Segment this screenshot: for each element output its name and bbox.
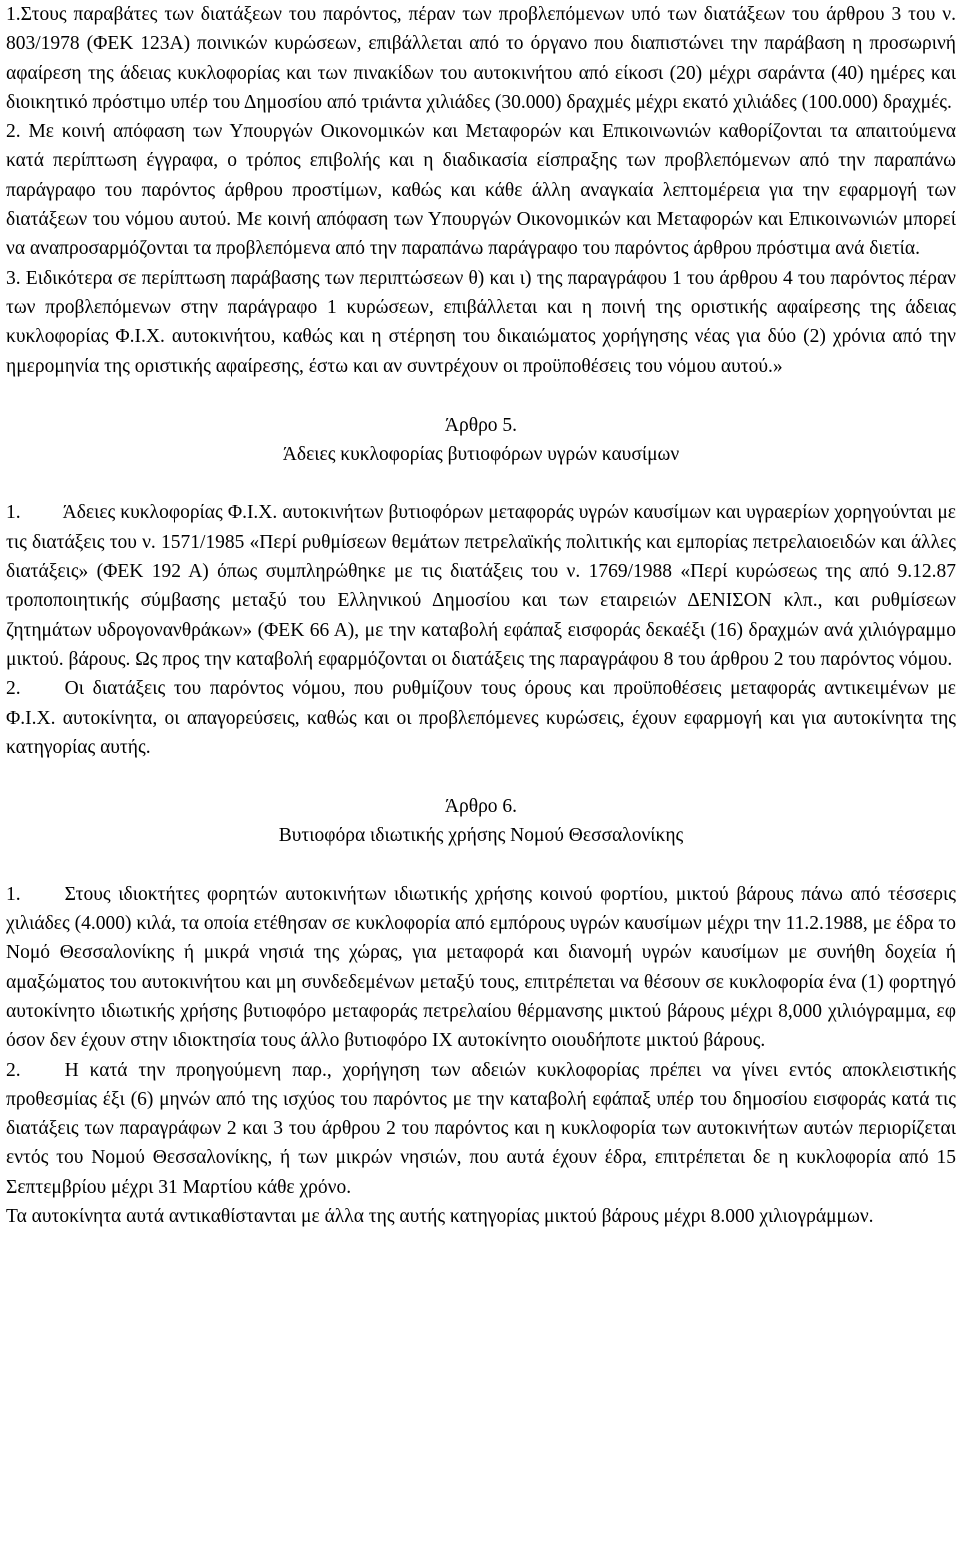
article4-paragraph-3: 3. Ειδικότερα σε περίπτωση παράβασης των περιπτώσεων θ) και ι) της παραγράφου 1 του άρθρου 4 του παρόντος πέραν των προβλεπόμενων στην παράγραφο 1 κυρώσεων, επιβάλλεται και η ποινή της οριστικής αφαίρεσης της άδειας κυκλοφορίας Φ.Ι.Χ. αυτοκινήτου, καθώς και η στέρηση του δικαιώματος χορήγησης νέας για δύο (2) χρόνια από την ημερομηνία της οριστικής αφαίρεσης, έστω και αν συντρέχουν οι προϋποθέσεις του νόμου αυτού.» — [6, 267, 956, 377]
article6-title: Άρθρο 6. — [444, 796, 518, 818]
article6-subtitle: Βυτιοφόρα ιδιωτικής χρήσης Νομού Θεσσαλονίκης — [278, 825, 684, 847]
paragraph-number: 2. — [6, 1059, 21, 1081]
article5-paragraph-1 — [6, 498, 956, 674]
article6-paragraph-1 — [6, 880, 956, 1056]
article5-paragraph-2 — [6, 674, 956, 762]
paragraph-number: 2. — [6, 678, 21, 700]
spacer — [6, 469, 956, 498]
paragraph-number: 1. — [6, 502, 21, 524]
paragraph-text: Άδειες κυκλοφορίας Φ.Ι.Χ. αυτοκινήτων βυτιοφόρων μεταφοράς υγρών καυσίμων και υγραερίων χορηγούνται με τις διατάξεις του ν. 1571/1985 «Περί ρυθμίσεων θεμάτων πετρελαϊκής πολιτικής και εμπορίας πετρελαιοειδών και άλλες διατάξεις» (ΦΕΚ 192 Α) όπως συμπληρώθηκε με τις διατάξεις του ν. 1769/1988 «Περί κυρώσεως της από 9.12.87 τροποποιητικής σύμβασης μεταξύ του Ελληνικού Δημοσίου και των εταιρειών ΔΕΝΙΣΟΝ κλπ., και ρυθμίσεων ζητημάτων υδρογονανθράκων» (ΦΕΚ 66 Α), με την καταβολή εφάπαξ εισφοράς δεκαέξι (16) δραχμών ανά χιλιόγραμμο μικτού. βάρους. Ως προς την καταβολή εφαρμόζονται οι διατάξεις της παραγράφου 8 του άρθρου 2 του παρόντος νόμου. — [6, 502, 956, 670]
paragraph-text: Η κατά την προηγούμενη παρ., χορήγηση των αδειών κυκλοφορίας πρέπει να γίνει εντός αποκλειστικής προθεσμίας έξι (6) μηνών από της ισχύος του παρόντος με την καταβολή εφάπαξ υπέρ του δημοσίου εισφοράς κατά τις διατάξεις των παραγράφων 2 και 3 του άρθρου 2 του παρόντος και η κυκλοφορία των αυτοκινήτων αυτών περιορίζεται εντός του Νομού Θεσσαλονίκης, ή των μικρών νησιών, που αυτά έχουν έδρα, επιτρέπεται δε η κυκλοφορία από 15 Σεπτεμβρίου μέχρι 31 Μαρτίου κάθε χρόνο. — [6, 1059, 956, 1198]
article4-paragraph-1: 1.Στους παραβάτες των διατάξεων του παρόντος, πέραν των προβλεπόμενων υπό των διατάξεων του άρθρου 3 του ν. 803/1978 (ΦΕΚ 123Α) ποινικών κυρώσεων, επιβάλλεται από το όργανο που διαπιστώνει την παράβαση η προσωρινή αφαίρεση της άδειας κυκλοφορίας και των πινακίδων του αυτοκινήτου από είκοσι (20) μέχρι σαράντα (40) ημέρες και διοικητικό πρόστιμο υπέρ του Δημοσίου από τριάντα χιλιάδες (30.000) δραχμές μέχρι εκατό χιλιάδες (100.000) δραχμές. — [6, 4, 956, 113]
article4-paragraph-2: 2. Με κοινή απόφαση των Υπουργών Οικονομικών και Μεταφορών και Επικοινωνιών καθορίζονται τα απαιτούμενα κατά περίπτωση έγγραφα, ο τρόπος επιβολής και η διαδικασία είσπραξης των προβλεπόμενων από την παραπάνω παράγραφο του παρόντος άρθρου προστίμων, καθώς και κάθε άλλη αναγκαία λεπτομέρεια για την εφαρμογή των διατάξεων του νόμου αυτού. Με κοινή απόφαση των Υπουργών Οικονομικών και Μεταφορών και Επικοινωνιών μπορεί να αναπροσαρμόζονται τα προβλεπόμενα από την παραπάνω παράγραφο του παρόντος άρθρου πρόστιμα ανά διετία. — [6, 121, 956, 260]
spacer — [6, 381, 956, 411]
spacer — [6, 851, 956, 880]
paragraph-number: 1. — [6, 883, 21, 905]
article5-title: Άρθρο 5. — [444, 414, 518, 436]
article5-subtitle: Άδειες κυκλοφορίας βυτιοφόρων υγρών καυσίμων — [282, 444, 680, 466]
article6-paragraph-2 — [6, 1056, 956, 1202]
paragraph-text: Στους ιδιοκτήτες φορητών αυτοκινήτων ιδιωτικής χρήσης κοινού φορτίου, μικτού βάρους πάνω από τέσσερις χιλιάδες (4.000) κιλά, τα οποία ετέθησαν σε κυκλοφορία από εμπόρους υγρών καυσίμων μέχρι την 11.2.1988, με έδρα το Νομό Θεσσαλονίκης ή μικρά νησιά της χώρας, για μεταφορά και διανομή υγρών καυσίμων με συνήθη δοχεία ή αμαξώματος του αυτοκινήτου και μη συνδεδεμένων μεταξύ τους, επιτρέπεται να θέσουν σε κυκλοφορία ένα (1) φορτηγό αυτοκίνητο ιδιωτικής χρήσης βυτιοφόρο μεταφοράς πετρελαίου θέρμανσης μικτού βάρους μέχρι 8,000 χιλιόγραμμα, εφ όσον δεν έχουν στην ιδιοκτησία τους άλλο βυτιοφόρο ΙΧ αυτοκίνητο οιουδήποτε μικτού βάρους. — [6, 883, 956, 1052]
article6-paragraph-3: Τα αυτοκίνητα αυτά αντικαθίστανται με άλλα της αυτής κατηγορίας μικτού βάρους μέχρι 8.000 χιλιογράμμων. — [6, 1205, 874, 1227]
spacer — [6, 762, 956, 792]
paragraph-text: Οι διατάξεις του παρόντος νόμου, που ρυθμίζουν τους όρους και προϋποθέσεις μεταφοράς αντικειμένων με Φ.Ι.Χ. αυτοκίνητα, οι απαγορεύσεις, καθώς και οι προβλεπόμενες κυρώσεις, έχουν εφαρμογή και για αυτοκίνητα της κατηγορίας αυτής. — [6, 678, 956, 758]
